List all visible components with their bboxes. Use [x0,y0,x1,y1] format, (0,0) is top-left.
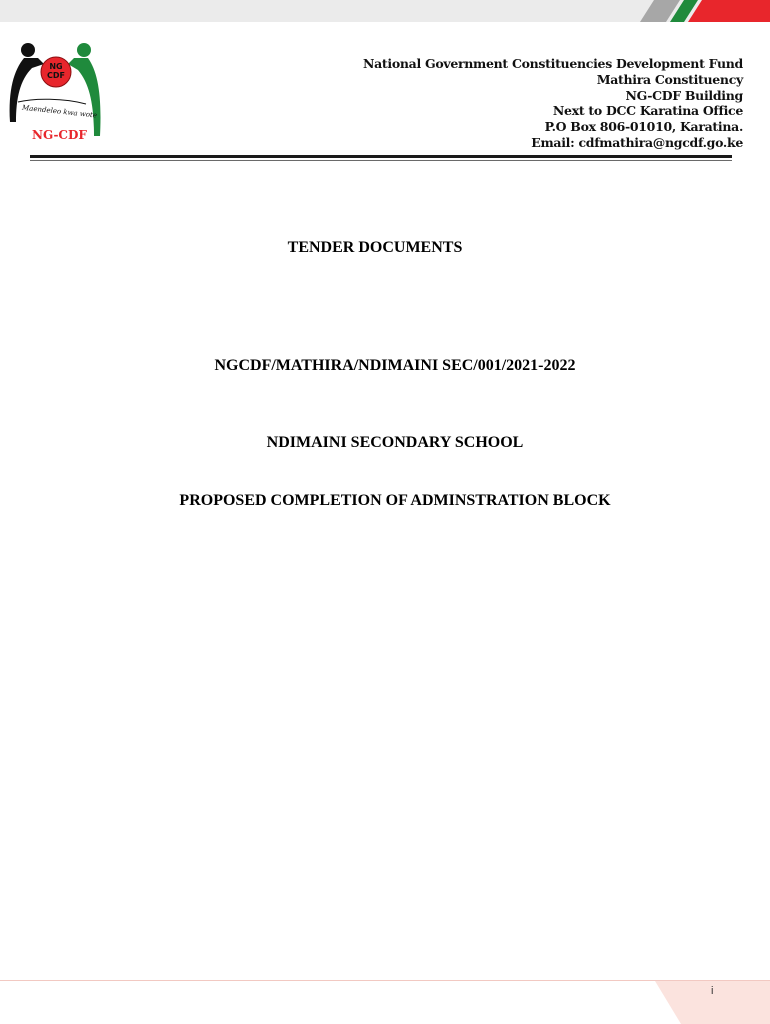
school-name: NDIMAINI SECONDARY SCHOOL [266,434,524,451]
svg-text:NG-CDF: NG-CDF [32,128,87,142]
svg-text:CDF: CDF [47,71,65,80]
header-divider-thick [30,155,732,158]
svg-text:Maendeleo kwa wote: Maendeleo kwa wote [21,103,98,120]
header-divider-thin [30,160,732,161]
page-number: i [711,985,714,997]
project-title: PROPOSED COMPLETION OF ADMINSTRATION BLOCK [179,492,611,509]
top-stripes-decoration [640,0,770,22]
svg-text:NG: NG [49,62,63,71]
tender-reference: NGCDF/MATHIRA/NDIMAINI SEC/001/2021-2022 [214,357,576,374]
address-line-location: Next to DCC Karatina Office [552,103,743,119]
address-line-pobox: P.O Box 806-01010, Karatina. [544,119,743,135]
address-block [363,56,743,151]
ngcdf-logo [4,40,108,150]
address-line-constituency: Mathira Constituency [596,71,743,87]
address-line-building: NG-CDF Building [625,87,743,103]
address-line-fund: National Government Constituencies Development Fund [362,56,743,71]
document-title: TENDER DOCUMENTS [287,239,463,256]
address-line-email[interactable]: Email: cdfmathira@ngcdf.go.ke [531,134,743,150]
